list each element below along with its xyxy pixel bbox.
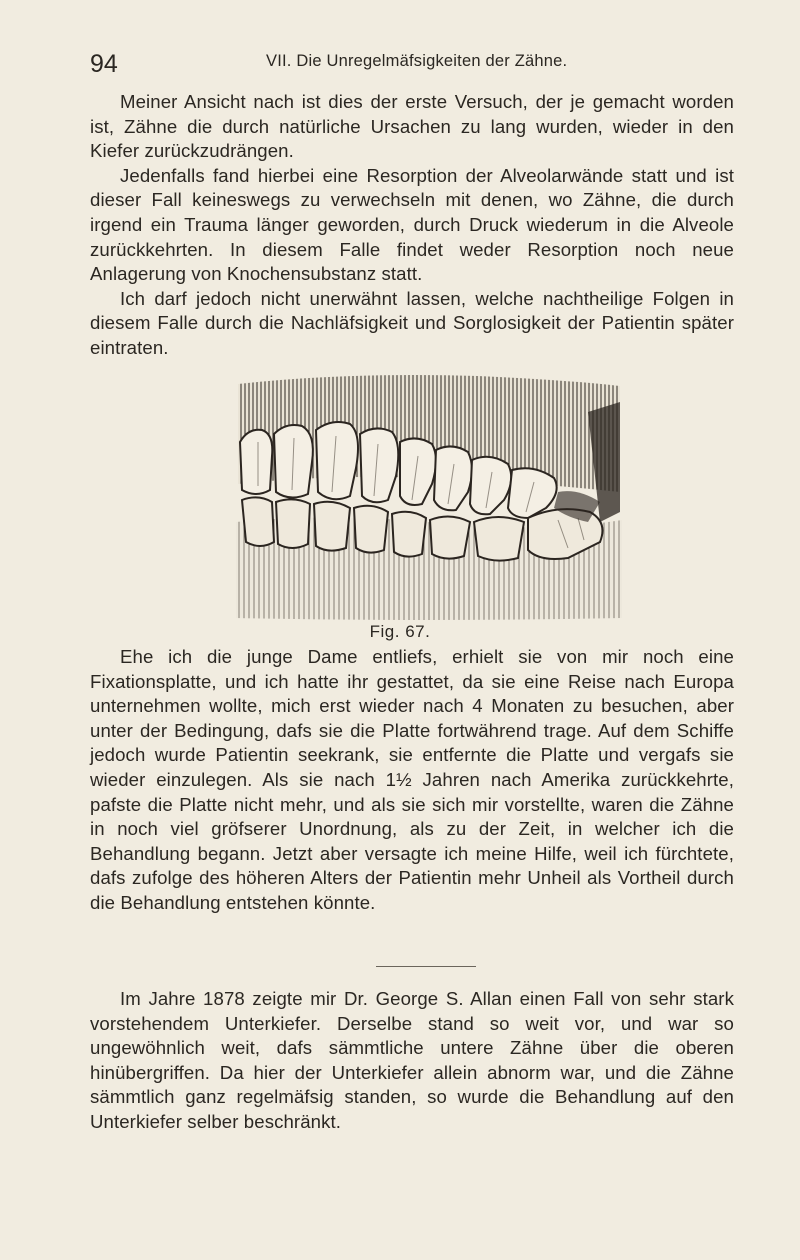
figure-caption: Fig. 67.	[369, 622, 431, 641]
section-divider	[376, 966, 476, 967]
text-block-before-figure	[90, 90, 734, 361]
paragraph: Meiner Ansicht nach ist dies der erste Versuch, der je gemacht worden ist, Zähne die durch natürliche Ursachen zu lang wurden, wieder in den Kiefer zurückzudrängen.	[90, 91, 734, 162]
page-number: 94	[90, 50, 118, 78]
paragraph: Ich darf jedoch nicht unerwähnt lassen, welche nachtheilige Folgen in diesem Falle durch die Nachläfsigkeit und Sorglosigkeit der Patientin später eintraten.	[90, 287, 734, 358]
text-block-after-divider	[90, 987, 734, 1135]
paragraph: Im Jahre 1878 zeigte mir Dr. George S. Allan einen Fall von sehr stark vorstehendem Unterkiefer. Derselbe stand so weit vor, und war so ungewöhnlich weit, dafs sämmtliche untere Zähne über die oberen hinübergriffen. Da hier der Unterkiefer allein abnorm war, und die Zähne sämmtlich ganz regelmäfsig standen, so wurde die Behandlung auf den Unterkiefer selber beschränkt.	[90, 988, 734, 1132]
page-header	[90, 48, 730, 78]
text-block-after-figure	[90, 645, 734, 916]
paragraph: Jedenfalls fand hierbei eine Resorption der Alveolarwände statt und ist dieser Fall keineswegs zu verwechseln mit denen, wo Zähne, die durch irgend ein Trauma länger geworden, durch Druck wiederum in die Alveole zurückkehrten. In diesem Falle findet weder Resorption noch neue Anlagerung von Knochensubstanz statt.	[90, 164, 734, 285]
teeth-engraving	[228, 372, 626, 622]
paragraph: Ehe ich die junge Dame entliefs, erhielt sie von mir noch eine Fixationsplatte, und ich hatte ihr gestattet, da sie eine Reise nach Europa unternehmen wollte, mich erst wieder nach 4 Monaten zu besuchen, aber unter der Bedingung, dafs sie die Platte fortwährend trage. Auf dem Schiffe jedoch wurde Patientin seekrank, sie entfernte die Platte und vergafs sie wieder einzulegen. Als sie nach 1½ Jahren nach Amerika zurückkehrte, pafste die Platte nicht mehr, und als sie sich mir vorstellte, waren die Zähne in noch viel gröfserer Unordnung, als zu der Zeit, in welcher ich die Behandlung begann. Jetzt aber versagte ich meine Hilfe, weil ich fürchtete, dafs zufolge des höheren Alters der Patientin mehr Unheil als Vortheil durch die Behandlung entstehen könnte.	[90, 646, 734, 913]
running-head: VII. Die Unregelmäfsigkeiten der Zähne.	[266, 52, 568, 70]
dental-illustration	[228, 372, 626, 622]
